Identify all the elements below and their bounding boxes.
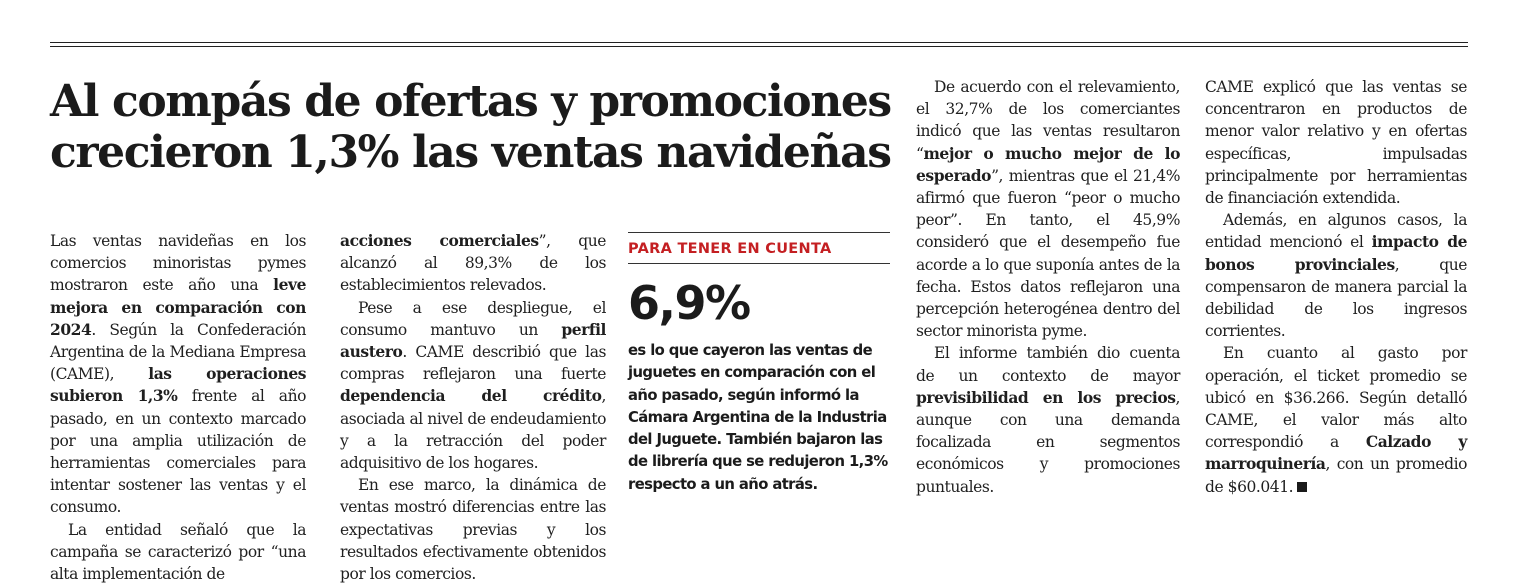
bold-text: previsibilidad en los precios (916, 387, 1176, 407)
article-column-1 (50, 230, 306, 585)
paragraph (340, 297, 606, 475)
sidebar-big-number: 6,9% (628, 276, 750, 330)
paragraph (340, 474, 606, 585)
top-rule-double (50, 46, 1468, 47)
sidebar-label-rule (628, 263, 890, 264)
text-run: , aunque con una demanda focalizada en segmentos económicos y promociones puntuales. (916, 388, 1180, 496)
text-run: El informe también dio cuenta de un contexto de mayor (916, 344, 1180, 385)
sidebar-box (628, 232, 890, 496)
end-of-article-mark (1297, 482, 1307, 492)
article-column-2 (340, 230, 606, 585)
text-run: En ese marco, la dinámica de ventas mostró diferencias entre las expectativas previas y los resultados efectivamente obtenidos por los comercios. (340, 476, 606, 584)
text-run: . CAME describió que las compras reflejaron una fuerte (340, 343, 606, 384)
sidebar-text: es lo que cayeron las ventas de juguetes en comparación con el año pasado, según informó la Cámara Argentina de la Industria del Juguete. También bajaron las de librería que se redujeron 1,3% respecto a un año atrás. (628, 342, 888, 493)
paragraph (1205, 342, 1467, 497)
bold-text: las operaciones subieron 1,3% (50, 364, 307, 406)
article-column-5 (1205, 76, 1467, 498)
text-run: ”, mientras que el 21,4% afirmó que fueron “peor o mucho peor”. En tanto, el 45,9% consideró que el desempeño fue acorde a lo que suponía antes de la fecha. Estos datos reflejaron una percepción heterogénea dentro del sector minorista pyme. (916, 166, 1180, 341)
text-run: Las ventas navideñas en los comercios minoristas pymes mostraron este año una (50, 232, 306, 295)
text-run: . Según la Confederación Argentina de la Mediana Empresa (CAME), (50, 320, 306, 384)
paragraph (1205, 76, 1467, 209)
paragraph (1205, 209, 1467, 342)
bold-text: impacto de bonos provinciales (1205, 232, 1467, 274)
paragraph (916, 76, 1180, 342)
paragraph (50, 519, 306, 585)
bold-text: dependencia del crédito (340, 386, 602, 406)
text-run: En cuanto al gasto por operación, el ticket promedio se ubicó en $36.266. Según detalló CAME, el valor más alto correspondió a (1205, 344, 1467, 452)
sidebar-label: PARA TENER EN CUENTA (628, 241, 832, 257)
text-run: frente al año pasado, en un contexto marcado por una amplia utilización de herramientas comerciales para intentar sostener las ventas y el consumo. (50, 387, 306, 517)
paragraph (916, 342, 1180, 497)
headline (50, 76, 900, 178)
text-run: Además, en algunos casos, la entidad mencionó el (1205, 211, 1467, 252)
text-run: , con un promedio de $60.041. (1205, 455, 1467, 496)
article-column-4 (916, 76, 1180, 498)
paragraph (50, 230, 306, 519)
headline-line-1: Al compás de ofertas y promociones (50, 76, 891, 127)
bold-text: acciones comerciales (340, 231, 539, 250)
text-run: Pese a ese despliegue, el consumo mantuvo un (340, 298, 606, 339)
text-run: , asociada al nivel de endeudamiento y a la retracción del poder adquisitivo de los hogares. (340, 387, 606, 473)
bold-text: perfil austero (340, 319, 606, 362)
text-run: ”, que alcanzó al 89,3% de los establecimientos relevados. (340, 232, 607, 295)
text-run: De acuerdo con el relevamiento, el 32,7% de los comerciantes indicó que las ventas resultaron “ (916, 78, 1180, 163)
top-rule (50, 42, 1468, 43)
text-run: , que compensaron de manera parcial la debilidad de los ingresos corrientes. (1205, 255, 1467, 341)
bold-text: Calzado y marroquinería (1205, 432, 1467, 474)
headline-line-2: crecieron 1,3% las ventas navideñas (50, 127, 891, 178)
bold-text: mejor o mucho mejor de lo esperado (916, 143, 1180, 185)
bold-text: leve mejora en comparación con 2024 (50, 275, 306, 339)
text-run: CAME explicó que las ventas se concentraron en productos de menor valor relativo y en ofertas específicas, impulsadas principalmente por herramientas de financiación extendida. (1205, 78, 1467, 208)
text-run: La entidad señaló que la campaña se caracterizó por “una alta implementación de (50, 520, 306, 584)
paragraph (340, 230, 606, 297)
